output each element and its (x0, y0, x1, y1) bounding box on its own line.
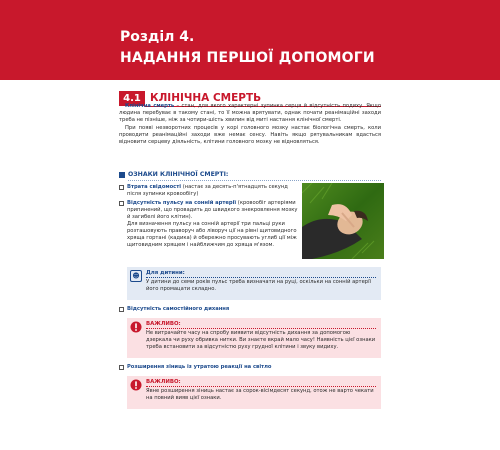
checkbox-icon (119, 307, 124, 312)
signs-heading-text: ОЗНАКИ КЛІНІЧНОЇ СМЕРТІ: (128, 171, 229, 178)
warning-pupils (127, 376, 381, 409)
checkbox-icon (119, 185, 124, 190)
term-clinical-death: Клінічна смерть (125, 103, 175, 109)
intro-paragraph-2: При появі незворотних процесів у корі головного мозку настає біологічна смерть, коли проводити реанімаційні заходи вже немає сенсу. Навіть якщо рятувальникам вдасться відновити серцеву діяльність, клітини головного мозку не відновляться. (119, 124, 381, 146)
chapter-header (0, 0, 500, 80)
section-number: 4.1 (119, 91, 145, 106)
section-title: КЛІНІЧНА СМЕРТЬ (150, 92, 262, 104)
warning-breathing (127, 318, 381, 358)
sign-item-pulse: Відсутність пульсу на сонній артерії (кровообіг артеріями припинений, що провадить до швидкого знекровлення мозку й загибелі його клітин). Для визначення пульсу на сонній артерії три пальці руки розташовують праворуч або ліворуч ції на рівні щитовидного хряща гортані (кадика) й обережно просувають углиб ції між щитовидним хрящем і найближчим до хряща м'язом. (119, 200, 299, 249)
sign-item-pupils: Розширення зіниць із утратою реакції на світло (119, 364, 381, 371)
kids-note-rule (146, 277, 376, 278)
kids-note-label: Для дитини: (146, 270, 185, 276)
warning-label: ВАЖЛИВО: (146, 321, 181, 327)
warning-text: Явне розширення зіниць настає за сорок-вісімдесят секунд, отож не варто чекати на повний вияв цієї ознаки. (146, 388, 374, 401)
kids-note-text: У дитини до семи років пульс треба визначати на руці, оскільки на сонній артерії його промацати складно. (146, 279, 371, 292)
sign-item-consciousness: Втрата свідомості (настає за десять-п'ятнадцять секунд після зупинки кровообігу) (119, 184, 299, 198)
signs-heading (119, 170, 381, 180)
warning-rule (146, 328, 376, 329)
intro-text (119, 103, 381, 146)
warning-rule (146, 386, 376, 387)
pulse-instructions: Для визначення пульсу на сонній артерії три пальці руки розташовують праворуч або ліворуч ції на рівні щитовидного хряща гортані (кадика) й обережно просувають углиб ції між щитовидним хрящем і найближчим до хряща м'язом. (127, 221, 297, 248)
child-icon: ☻ (130, 270, 142, 282)
warning-icon (130, 321, 142, 333)
chapter-title: НАДАННЯ ПЕРШОЇ ДОПОМОГИ (120, 50, 375, 66)
checkbox-icon (119, 365, 124, 370)
warning-icon (130, 379, 142, 391)
warning-text: Не витрачайте часу на спробу виявити відсутність дихання за допомогою дзеркала чи руху обривка нитки. Ви знаєте вкрай мало часу! Наявність цієї ознаки треба встановити за відсутністю руху грудної клітини і звуку видиху. (146, 330, 376, 350)
checkbox-icon (119, 201, 124, 206)
square-bullet-icon (119, 172, 125, 178)
warning-label: ВАЖЛИВО: (146, 379, 181, 385)
signs-heading-rule (128, 180, 381, 181)
kids-note (127, 267, 381, 300)
sign-item-breathing: Відсутність самостійного дихання (119, 306, 381, 313)
chapter-number: Розділ 4. (120, 29, 195, 45)
intro-paragraph-1: Клінічна смерть – стан, для якого характерні зупинка серця й відсутність подиху. Якщо людина перебуває в такому стані, то її можна врятувати, однак почати реанімаційні заходи треба не пізніше, ніж за чотири-шість хвилин від миті настання клінічної смерті. (119, 103, 381, 124)
pulse-check-photo (302, 183, 384, 259)
